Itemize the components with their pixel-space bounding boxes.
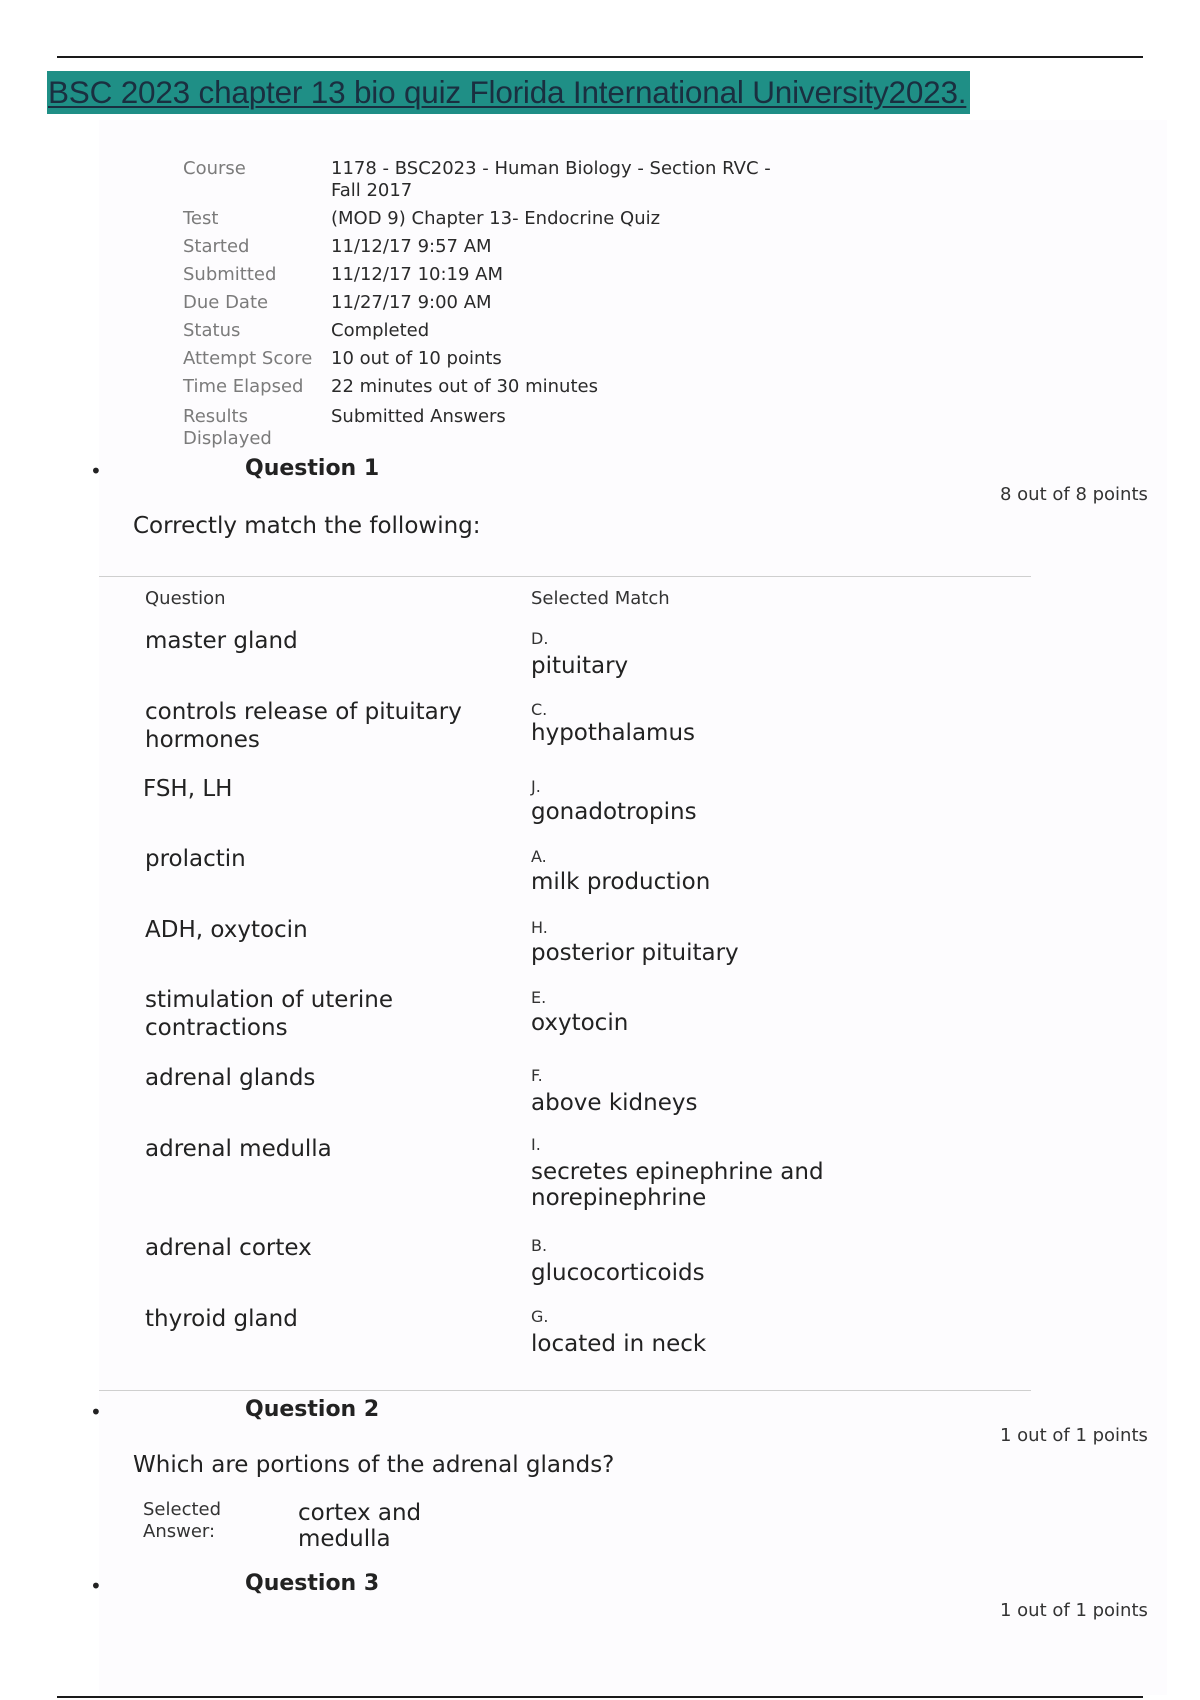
divider bbox=[99, 1390, 1031, 1391]
bullet: • bbox=[90, 1400, 102, 1424]
match-answer: above kidneys bbox=[531, 1090, 698, 1116]
match-letter: E. bbox=[531, 988, 547, 1007]
meta-label: Submitted bbox=[183, 264, 277, 285]
question-1-title: Question 1 bbox=[245, 456, 380, 481]
meta-label: Time Elapsed bbox=[183, 376, 304, 397]
match-question: adrenal cortex bbox=[145, 1235, 312, 1261]
meta-row-test bbox=[183, 208, 801, 236]
column-header-question: Question bbox=[145, 588, 226, 609]
match-letter: I. bbox=[531, 1135, 541, 1154]
match-answer: glucocorticoids bbox=[531, 1260, 705, 1286]
question-2-title: Question 2 bbox=[245, 1397, 380, 1422]
match-answer: gonadotropins bbox=[531, 799, 697, 825]
bottom-rule bbox=[57, 1696, 1143, 1698]
meta-value: 11/27/17 9:00 AM bbox=[331, 292, 492, 313]
match-letter: J. bbox=[531, 777, 541, 796]
question-2-points: 1 out of 1 points bbox=[1000, 1425, 1148, 1446]
match-answer: oxytocin bbox=[531, 1010, 629, 1036]
match-letter: C. bbox=[531, 700, 548, 719]
document-title: BSC 2023 chapter 13 bio quiz Florida International University2023. bbox=[47, 71, 970, 114]
question-3-title: Question 3 bbox=[245, 1571, 380, 1596]
match-question: adrenal medulla bbox=[145, 1136, 332, 1162]
meta-label: Status bbox=[183, 320, 241, 341]
match-question: adrenal glands bbox=[145, 1065, 316, 1091]
meta-label: Course bbox=[183, 158, 246, 179]
meta-value: 11/12/17 10:19 AM bbox=[331, 264, 504, 285]
selected-answer-value: cortex and medulla bbox=[298, 1500, 422, 1552]
divider bbox=[99, 576, 1031, 577]
meta-label: Attempt Score bbox=[183, 348, 313, 369]
meta-label: Test bbox=[183, 208, 219, 229]
match-answer: secretes epinephrine and norepinephrine bbox=[531, 1159, 824, 1211]
meta-label: Due Date bbox=[183, 292, 269, 313]
match-question: thyroid gland bbox=[145, 1306, 298, 1332]
meta-row-submitted bbox=[183, 264, 801, 292]
meta-row-results-displayed bbox=[183, 406, 801, 450]
meta-row-time-elapsed bbox=[183, 376, 801, 406]
question-1-prompt: Correctly match the following: bbox=[133, 513, 481, 539]
meta-row-started bbox=[183, 236, 801, 264]
match-question: master gland bbox=[145, 628, 298, 654]
match-answer: located in neck bbox=[531, 1331, 707, 1357]
match-letter: B. bbox=[531, 1236, 548, 1255]
selected-answer-label: Selected Answer: bbox=[143, 1499, 222, 1542]
match-answer: posterior pituitary bbox=[531, 940, 739, 966]
match-question: controls release of pituitary hormones bbox=[145, 699, 462, 753]
meta-value: Completed bbox=[331, 320, 430, 341]
column-header-selected-match: Selected Match bbox=[531, 588, 670, 609]
question-3-points: 1 out of 1 points bbox=[1000, 1600, 1148, 1621]
bullet: • bbox=[90, 459, 102, 483]
question-1-points: 8 out of 8 points bbox=[1000, 484, 1148, 505]
match-question: FSH, LH bbox=[143, 776, 233, 802]
match-question: prolactin bbox=[145, 846, 246, 872]
meta-row-attempt-score bbox=[183, 348, 801, 376]
meta-value: Submitted Answers bbox=[331, 406, 506, 427]
match-letter: D. bbox=[531, 629, 549, 648]
match-answer: pituitary bbox=[531, 653, 629, 679]
meta-label: Started bbox=[183, 236, 250, 257]
attempt-details bbox=[183, 158, 801, 450]
match-answer: milk production bbox=[531, 869, 711, 895]
meta-row-status bbox=[183, 320, 801, 348]
bullet: • bbox=[90, 1574, 102, 1598]
meta-value: 10 out of 10 points bbox=[331, 348, 502, 369]
meta-row-due-date bbox=[183, 292, 801, 320]
top-rule bbox=[57, 56, 1143, 58]
meta-value: 1178 - BSC2023 - Human Biology - Section RVC - Fall 2017 bbox=[331, 158, 771, 201]
question-2-prompt: Which are portions of the adrenal glands? bbox=[133, 1452, 615, 1478]
match-question: stimulation of uterine contractions bbox=[145, 987, 394, 1041]
match-letter: H. bbox=[531, 918, 548, 937]
match-letter: G. bbox=[531, 1307, 549, 1326]
match-answer: hypothalamus bbox=[531, 720, 695, 746]
match-question: ADH, oxytocin bbox=[145, 917, 308, 943]
match-letter: A. bbox=[531, 847, 547, 866]
meta-label: Results Displayed bbox=[183, 406, 272, 449]
match-letter: F. bbox=[531, 1066, 543, 1085]
meta-value: 22 minutes out of 30 minutes bbox=[331, 376, 598, 397]
meta-row-course bbox=[183, 158, 801, 208]
meta-value: 11/12/17 9:57 AM bbox=[331, 236, 492, 257]
meta-value: (MOD 9) Chapter 13- Endocrine Quiz bbox=[331, 208, 661, 229]
